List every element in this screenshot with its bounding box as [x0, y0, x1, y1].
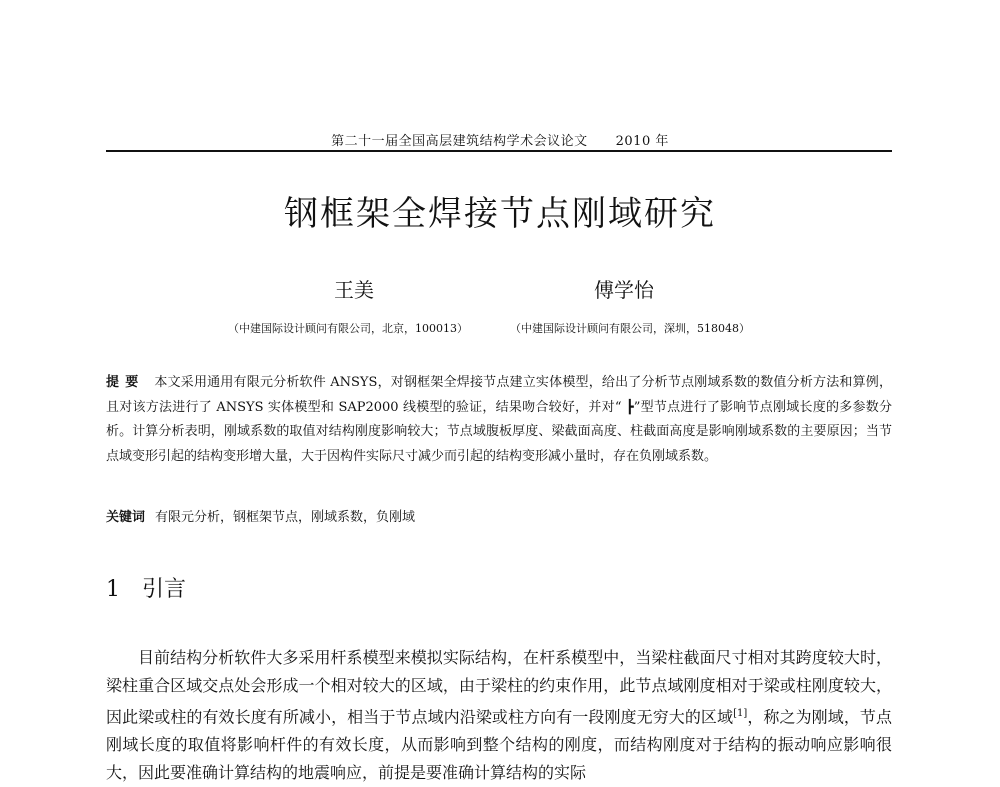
keywords [106, 506, 892, 525]
keywords-text: 有限元分析，钢框架节点，刚域系数，负刚域 [155, 510, 416, 525]
citation-reference: [1] [733, 708, 748, 719]
abstract-text: 本文采用通用有限元分析软件 ANSYS，对钢框架全焊接节点建立实体模型，给出了分析节点刚域系数的数值分析方法和算例，且对该方法进行了 ANSYS 实体模型和 SAP2000 线模型的验证，结果吻合较好，并对“ ┣”型节点进行了影响节点刚域长度的多参数分析。计算分析表明，刚域系数的取值对结构刚度影响较大；节点域腹板厚度、梁截面高度、柱截面高度是影响刚域系数的主要原因；当节点域变形引起的结构变形增大量，大于因构件实际尺寸减少而引起的结构变形减小量时，存在负刚域系数。 [106, 375, 892, 464]
section-title: 引言 [142, 577, 187, 602]
conference-name: 第二十一届全国高层建筑结构学术会议论文 [331, 134, 588, 149]
author-1-affiliation: （中建国际设计顾问有限公司，北京，100013） [228, 322, 468, 335]
author-2-affiliation: （中建国际设计顾问有限公司，深圳，518048） [510, 322, 750, 335]
running-header [0, 130, 1000, 149]
author-2-name: 傅学怡 [594, 278, 654, 302]
body-paragraph [106, 644, 892, 787]
body-text-part-1: 目前结构分析软件大多采用杆系模型来模拟实际结构，在杆系模型中，当梁柱截面尺寸相对其跨度较大时，梁柱重合区域交点处会形成一个相对较大的区域，由于梁柱的约束作用，此节点域刚度相对于梁或柱刚度较大，因此梁或柱的有效长度有所减小，相当于节点域内沿梁或柱方向有一段刚度无穷大的区域 [106, 648, 892, 727]
abstract-label: 提要 [106, 375, 145, 390]
author-1-name: 王美 [334, 278, 374, 302]
header-rule [106, 150, 892, 152]
paper-title: 钢框架全焊接节点刚域研究 [284, 194, 716, 234]
abstract [106, 371, 892, 469]
body-text-part-2: ，称之为刚域，节点刚域长度的取值将影响杆件的有效长度，从而影响到整个结构的刚度，而结构刚度对于结构的振动响应影响很大，因此要准确计算结构的地震响应，前提是要准确计算结构的实际 [106, 707, 892, 783]
body-text [106, 644, 892, 787]
conference-year: 2010 年 [615, 134, 669, 149]
section-number: 1 [106, 577, 120, 602]
section-heading [106, 572, 186, 603]
keywords-label: 关键词 [106, 510, 146, 525]
